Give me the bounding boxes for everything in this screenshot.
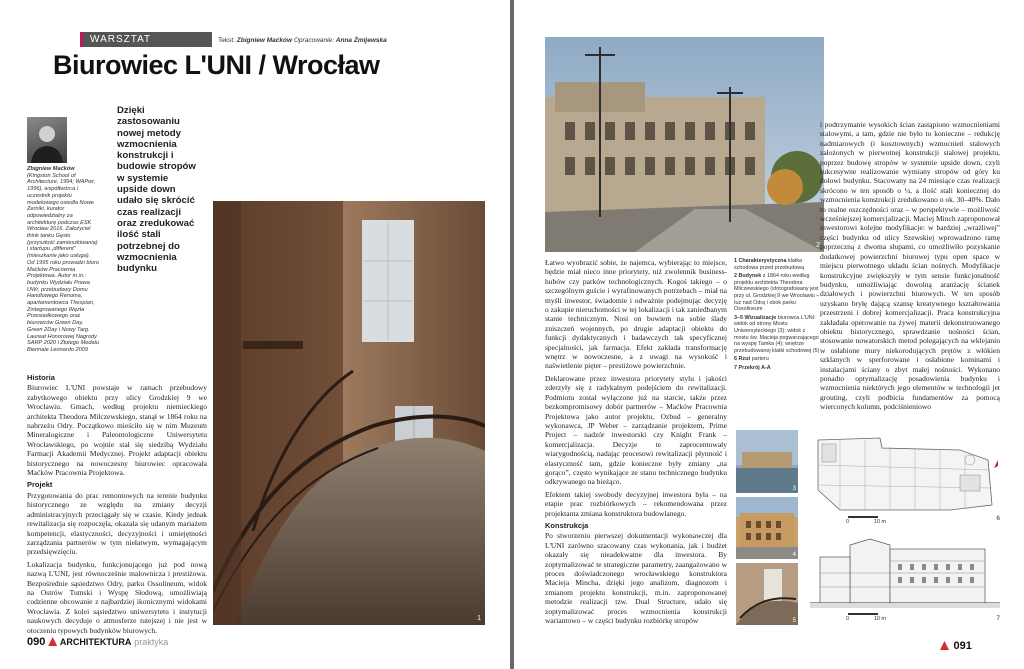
photo-number-2: 2	[816, 242, 820, 249]
caption-label: Wizualizacje	[744, 314, 777, 321]
photo-number-3: 3	[792, 486, 796, 492]
photo-number-1: 1	[477, 615, 481, 622]
byline-edit-label: Opracowanie:	[293, 37, 334, 44]
author-photo	[27, 117, 67, 163]
byline-text-label: Tekst:	[218, 37, 235, 44]
left-folio	[27, 636, 168, 648]
projekt-paragraph-1: Przygotowania do prac remontowych na terenie budynku historycznego ze względu na zmiany decyzji administracyjnych przeciągały się w czasie. Kiedy jednak rewitalizacja się rozpoczęła, okazała się udanym mariażem kompetencji, elastyczności, decyzyjności i umiejętności zarządzania partnerów w tym niełatwym, wymagającym przedsięwzięciu.	[27, 490, 207, 557]
folio-page-number-right: 091	[953, 640, 972, 652]
author-silhouette-icon	[27, 117, 67, 163]
right-page	[514, 0, 1024, 669]
bio-text: (Kingston School of Architecture, 1994; WAPwr, 1996), współtwórca i uczestnik projektu modelowego osiedla Nowe Żerniki, kurator odpowiedzialny za architekturę podczas ESK Wrocław 2016. Założyciel think tanku Gęsto (przyszłość zamieszkiwania) i startupu „different” (mieszkanie jako usługa). Od 1995 roku prowadzi biuro Maćków Pracownia Projektowa. Autor m.in.: budynku Wydziału Prawa UWr, przebudowy Domu Handlowego Renoma, apartamentowca Thespian, Zintegrowanego Węzła Przesiadkowego oraz biurowców Green Day, Green 2Day i Nowy Targ. Laureat Honorowej Nagrody SARP 2020 i Złotego Medalu Biennale Leonardo 2009	[27, 172, 99, 353]
right-folio	[940, 636, 972, 654]
section-tag-label: WARSZTAT	[90, 34, 152, 45]
right-text-column-1	[545, 258, 727, 628]
historia-paragraph: Biurowiec L'UNI powstaje w ramach przebudowy zabytkowego obiektu przy ulicy Grodzkiej 9 we Wrocławiu. Gmach, według projektu niemieckiego architekta Theodora Milczewskiego, stanął w 1864 roku na nabrzeżu Odry. Początkowo mieściło się w nim Muzeum Mineralogiczne i Paleontologiczne Uniwersytetu Wrocławskiego, po wojnie stał się siedzibą Wydziału Farmacji Akademii Medycznej. Projekt adaptacji obiektu historycznego na nowoczesny biurowiec opracowała Maćków Pracownia Projektowa.	[27, 383, 207, 478]
section-scale-ten: 10 m	[874, 616, 886, 622]
caption-text: z 1864 roku według projektu architekta Theodora Milczewskiego (sfotografowany jest przy ul. Grodzkiej 9 we Wrocławiu – tuż nad Odrą i obok parku Ossolineum	[734, 273, 820, 313]
col1-paragraph-3: Efektem takiej swobody decyzyjnej inwestora była – na etapie prac rozbiórkowych – rekomendowana przez projektanta zmiana konstruktora budowlanego.	[545, 489, 727, 518]
caption-number: 3–5	[734, 314, 743, 321]
photo-number-5: 5	[792, 618, 796, 624]
section-number-7: 7	[996, 615, 1000, 622]
plan-number-6: 6	[996, 515, 1000, 522]
projekt-paragraph-2: Lokalizacja budynku, funkcjonującego już pod nową nazwą L'UNI, jest równocześnie malownicza i prestiżowa. Bezpośrednie sąsiedztwo Odry, parku Ossolineum, widok na Ostrów Tumski i Wyspę Słodową, umożliwiają codzienne obcowanie z najbardziej ikonicznymi widokami Wrocławia. Z kolei sąsiedztwo uniwersytetu i instytucji naukowych decyduje o atmosferze tutejszej i nie jest w otoczeniu typowych budynków biurowych.	[27, 559, 207, 635]
visualization-photo-5	[736, 563, 798, 625]
visualization-photo-3	[736, 430, 798, 493]
bio-name: Zbigniew Maćków	[27, 166, 75, 172]
floor-plan-drawing	[810, 430, 1000, 527]
konstrukcja-heading: Konstrukcja	[545, 520, 589, 530]
visualization-photo-4	[736, 497, 798, 559]
caption-number: 2	[734, 273, 737, 280]
floor-plan-icon	[810, 430, 1000, 518]
caption-item	[734, 356, 820, 363]
caption-label: Przekrój A-A	[738, 364, 771, 371]
caption-label: Budynek	[738, 273, 762, 280]
caption-number: 6	[734, 356, 737, 363]
author-bio	[27, 166, 99, 354]
left-text-column	[27, 370, 207, 638]
captions	[734, 258, 820, 372]
section-tag	[80, 32, 212, 47]
section-scale-bar	[848, 613, 878, 615]
historia-heading: Historia	[27, 373, 55, 382]
col1-paragraph-1: Łatwo wyobrazić sobie, że najemca, wybierając to miejsce, będzie miał nieco inne priorytety, niż zwolennik business-hubów czy parków technologicznych. Kogoś takiego – o szczególnym guście i wyrafinowanych potrzebach – miał na myśli inwestor, świadomie i odważnie podejmując decyzję o zakupie nieruchomości w tej lokalizacji i tak zaniedbanym stanie technicznym. Nosi on bowiem na sobie ślady zniszczeń wojennych, po drugie adaptacji obiektu do funkcji dydaktycznych i badawczych tak specyficznej specjalności, jak farmacja. Efekt zakłada transformację wnętrz w nowoczesne, a z uwagi na wysokość i naświetlenie pięter – prestiżowe powierzchnie.	[545, 258, 727, 371]
photo-number-4: 4	[792, 552, 796, 558]
page-title: Biurowiec L'UNI / Wrocław	[53, 50, 380, 80]
caption-text: parteru	[751, 356, 769, 363]
caption-item	[734, 273, 820, 313]
projekt-heading: Projekt	[27, 480, 53, 490]
folio-logo-icon-right	[940, 641, 949, 650]
caption-text: biurowca L'UNI: widok od strony Mostu Uniwersyteckiego (3); widok z mostu św. Macieja pogwarzającego na wyspę Tamka (4); wnętrze przebudowanej klatki schodowej (5)	[734, 314, 820, 354]
lead-paragraph	[117, 105, 197, 274]
building-facade-photo	[545, 37, 824, 252]
byline-author: Zbigniew Maćków	[236, 37, 293, 44]
caption-label: Charakterystyczna	[738, 258, 787, 264]
plan-scale-bar	[848, 516, 878, 518]
col1-paragraph-2: Deklarowane przez inwestora priorytety stylu i jakości zderzyły się z radykalnym podejściem do rewitalizacji. Podmiotu został wyłączone już na starcie, także przez bezkompromisowy dobór partnerów – Maćków Pracownia Projektowa jako autor projektu, Ozbud – generalny wykonawca, JP Weber – zarządzanie projektem, Prime Project – nadzór inwestorski czy Knight Frank – komercjalizacja. Decyzje te zaprocentowały wiarygodnością, nadając procesowi rewitalizacji płynność i elastyczność tam, gdzie konieczne były zmiany „na gorąco”, często wynikające ze stanu technicznego budynku odkrywanego na bieżąco.	[545, 373, 727, 487]
folio-page-number: 090	[27, 636, 46, 648]
col3-paragraph: i podtrzymanie wysokich ścian zastąpiono wzmocnieniami stalowymi, a tam, gdzie nie było to konieczne – redukcję nadmiarowych (i kosztownych) wzmocnień stalowych założonych w pierwotnej konstrukcji stalowej projektu, poprzez budowę stropów w systemie upside down, czyli sukcesywne realizowanie wymiany stropów od góry ku dołowi budynku. Stacowany na 24 miesiące czas realizacji skrócono w ten sposób o ¼, a ilość stali koniecznej do wzmocnienia konstrukcji zredukowano o ok. 30–40%. Dało to realne oszczędności oraz – w perspektywie – możliwość wcześniejszej komercjalizacji. Maciej Minch zaproponował inwestorowi kolejne modyfikacje: w bardziej „wrażliwej” części budynku od ulicy Szewskiej wprowadzono ramę poprzeczną z dwoma słupami, co umożliwiło pozyskanie dodatkowej powierzchni biurowej typu open space w miejscu pierwotnego układu ścian nośnych. Modyfikacje konstrukcyjne zwiększyły w tym sensie funkcjonalność budynku, umożliwiając dowolną aranżację ścianek działowych i powierzchni biurowych. W ten sposób uzyskano bryłę dającą szansę kreatywnego kształtowania przestrzeni i dobrej komercjalizacji. Praca konstrukcyjna zakładała operowanie na żywej materii dekonstruowanego obiektu historycznego, sprawdzanie nośności ścian, stosowanie nowatorskich metod polegających na wklejaniu w osłabione mury niekorodujących prętów z włókien szklanych w sperforowane i osłabione kominami i instalacjami ściany o zbyt małej nośności. Wykonano ponadto optymalizację posadowienia budynku i wzmocnienia niektórych jego elementów w technologii jet grouting, czyli podbicia fundamentów za pomocą wierconych kolumn, podciśnieniowo	[820, 120, 1000, 412]
plan-scale-zero: 0	[846, 519, 849, 525]
byline-editor: Anna Żmijewska	[335, 37, 387, 44]
section-drawing	[810, 535, 1000, 627]
caption-item	[734, 315, 820, 355]
lead-text: Dzięki zastosowaniu nowej metody wzmocnienia konstrukcji i budowie stropów w systemie upside down udało się skrócić czas realizacji oraz zredukować ilość stali potrzebnej do wzmocnienia budynku	[117, 105, 196, 275]
caption-item	[734, 365, 820, 372]
plan-scale-ten: 10 m	[874, 519, 886, 525]
caption-number: 7	[734, 364, 737, 371]
left-page	[0, 0, 510, 669]
staircase-photo	[213, 201, 485, 625]
section-scale-zero: 0	[846, 616, 849, 622]
caption-label: Rzut	[738, 356, 751, 363]
caption-text: klatka schodowa przed przebudową	[734, 258, 805, 271]
section-drawing-icon	[810, 535, 1000, 609]
byline	[218, 37, 387, 44]
caption-number: 1	[734, 258, 737, 264]
folio-logo-icon	[48, 637, 57, 646]
right-text-column-3	[820, 120, 1000, 415]
caption-item	[734, 258, 820, 271]
konstrukcja-paragraph: Po stworzeniu pierwszej dokumentacji wykonawczej dla L'UNI zarówno szacowany czas wykonania, jak i budżet okazały się nieadekwatne dla inwestora. By zoptymalizować te strategiczne parametry, zaangażowano w proces doświadczonego wrocławskiego konstruktora Macieja Mincha, dzięki jego analizom, diagnozom i zmianom projektu konstrukcji, m.in. zaproponowanej metodzie realizacji tzw. Dual Structure, udało się zoptymalizować proces wzmocnienia konstrukcji wariantowo – w części budynku rozbiórkę stropów	[545, 531, 727, 626]
folio-magazine: ARCHITEKTURA	[59, 637, 132, 647]
folio-suffix: praktyka	[134, 637, 169, 647]
